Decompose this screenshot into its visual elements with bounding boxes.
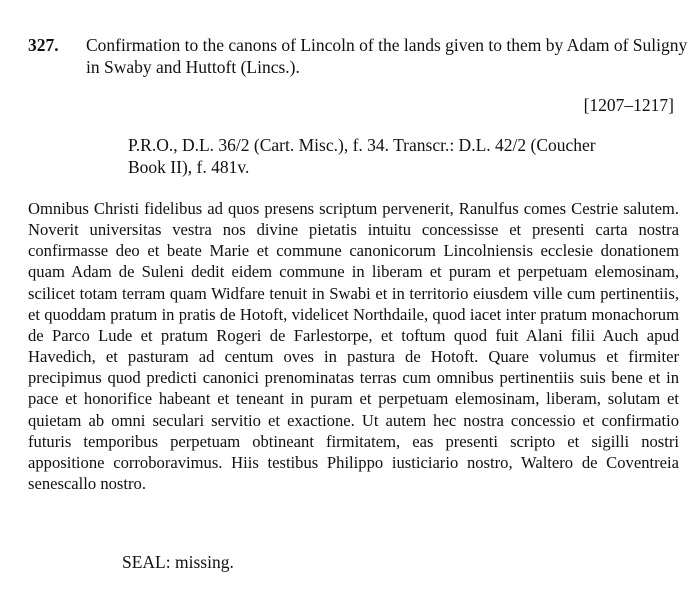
source-reference: P.R.O., D.L. 36/2 (Cart. Misc.), f. 34. Transcr.: D.L. 42/2 (Coucher Book II), f. 481v. — [128, 135, 596, 177]
charter-text: Omnibus Christi fidelibus ad quos presens scriptum pervenerit, Ranulfus comes Cestrie salutem. Noverit universitas vestra nos divine pietatis intuitu concessisse et presenti carta nostra confirmasse deo et beate Marie et commune canonicorum Lincolniensis ecclesie donationem quam Adam de Suleni dedit eidem commune in liberam et puram et perpetuam elemosinam, scilicet totam terram quam Widfare tenuit in Swabi et in territorio eiusdem ville cum pertinentiis, et quoddam pratum in pratis de Hotoft, videlicet Northdaile, quod iacet inter pratum monachorum de Parco Lude et pratum Rogeri de Farlestorpe, et toftum quod fuit Alani filii Auch apud Havedich, et pasturam ad centum oves in pastura de Hotoft. Quare volumus et firmiter precipimus quod predicti canonici prenominatas terras cum omnibus pertinentiis suis bene et in pace et honorifice habeant et teneant in puram et perpetuam elemosinam, liberam, solutam et quietam ab omni seculari servitio et exactione. Ut autem hec nostra concessio et confirmatio futuris temporibus perpetuam obtineant firmitatem, eas presenti scripto et sigilli nostri appositione corroboravimus. Hiis testibus Philippo iusticiario nostro, Waltero de Coventreia senescallo nostro. — [28, 199, 679, 494]
charter-number: 327. — [28, 35, 59, 55]
charter-title: Confirmation to the canons of Lincoln of the lands given to them by Adam of Suligny in Swaby and Huttoft (Lincs.). — [86, 35, 688, 77]
seal-note: SEAL: missing. — [122, 552, 234, 572]
charter-date: [1207–1217] — [583, 95, 674, 115]
